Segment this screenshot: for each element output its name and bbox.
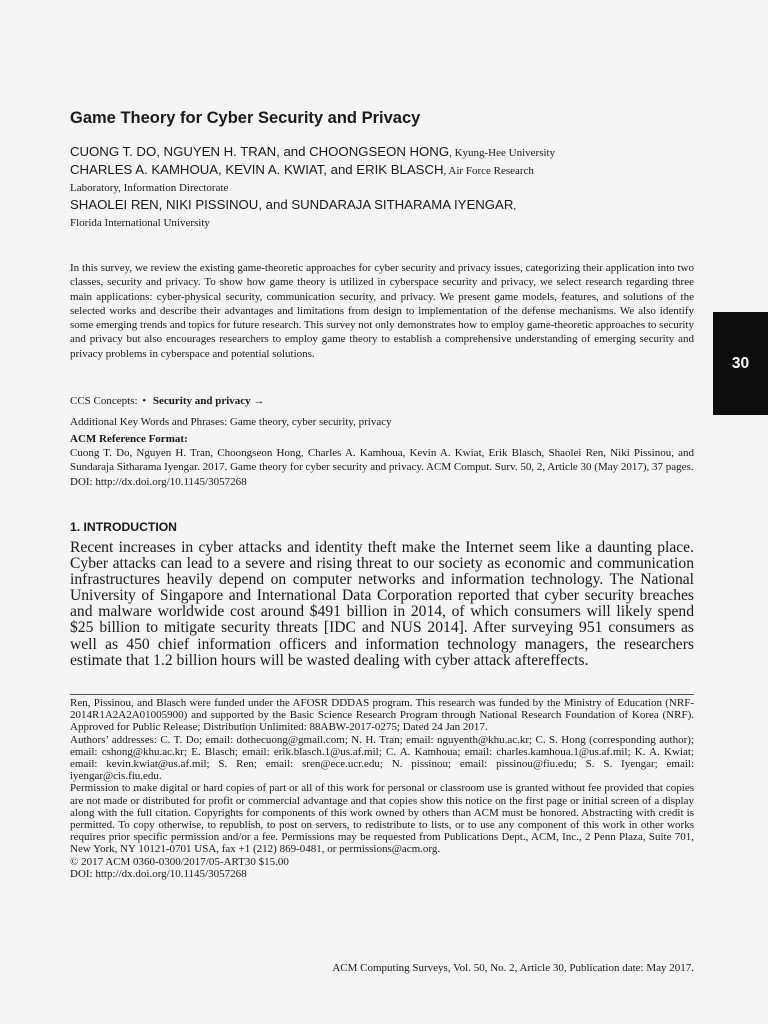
acm-reference-doi: DOI: http://dx.doi.org/10.1145/3057268 [70,475,247,488]
author-affiliation: , Kyung-Hee University [449,147,556,159]
bullet-icon: • [142,395,147,407]
author-block [70,144,694,232]
running-footer: ACM Computing Surveys, Vol. 50, No. 2, Article 30, Publication date: May 2017. [332,962,694,974]
author-names: SHAOLEI REN, NIKI PISSINOU, and SUNDARAJA SITHARAMA IYENGAR [70,196,514,212]
acm-reference-text: Cuong T. Do, Nguyen H. Tran, Choongseon Hong, Charles A. Kamhoua, Kevin A. Kwiat, Erik Blasch, Shaolei Ren, Niki Pissinou, and Sundaraja Sitharama Iyengar. 2017. Game theory for cyber security and privacy. ACM Comput. Surv. 50, 2, Article 30 (May 2017), 37 pages. [70,447,694,474]
keywords: Additional Key Words and Phrases: Game theory, cyber security, privacy [70,416,392,428]
acm-reference-heading: ACM Reference Format: [70,433,188,445]
author-affiliation: Laboratory, Information Directorate [70,182,229,194]
footnote-permission: Permission to make digital or hard copies of part or all of this work for personal or classroom use is granted without fee provided that copies are not made or distributed for profit or commercial advantage and that copies show this notice on the first page or initial screen of a display along with the full citation. Copyrights for components of this work owned by others than ACM must be honored. Abstracting with credit is permitted. To copy otherwise, to republish, to post on servers, to redistribute to lists, or to use any component of this work in other works requires prior specific permission and/or a fee. Permissions may be requested from Publications Dept., ACM, Inc., 2 Penn Plaza, Suite 701, New York, NY 10121-0701 USA, fax +1 (212) 869-0481, or permissions@acm.org. [70,782,694,856]
author-line [70,179,694,197]
author-affiliation: , Air Force Research [443,164,534,177]
author-line [70,197,694,215]
paper-title: Game Theory for Cyber Security and Privacy [70,109,421,127]
author-line [70,162,694,180]
author-names: CUONG T. DO, NGUYEN H. TRAN, and CHOONGSEON HONG [70,144,450,159]
author-affiliation: Florida International University [70,217,210,229]
ccs-label: CCS Concepts: [70,395,138,407]
article-number: 30 [731,354,750,372]
acm-reference [70,446,694,489]
footnote-copyright: © 2017 ACM 0360-0300/2017/05-ART30 $15.00 [70,855,289,868]
author-line [70,214,694,232]
section-heading: 1. INTRODUCTION [70,520,177,534]
intro-paragraph: Recent increases in cyber attacks and identity theft make the Internet seem like a daunting place. Cyber attacks can lead to a severe and rising threat to our society as economic and communication infrastructures heavily depend on computer networks and information technology. The National University of Singapore and International Data Corporation reported that cyber security breaches and malware worldwide cost around $491 billion in 2014, of which consumers will likely spend $25 billion to mitigate security threats [IDC and NUS 2014]. After surveying 951 consumers as well as 450 chief information officers and information technology managers, the researchers estimate that 1.2 billion hours will be wasted dealing with cyber attack aftereffects. [70,539,694,669]
footnote-doi: DOI: http://dx.doi.org/10.1145/3057268 [70,867,247,880]
footnote-addresses: Authors’ addresses: C. T. Do; email: dothecuong@gmail.com; N. H. Tran; email: nguyenth@khu.ac.kr; C. S. Hong (corresponding author); email: cshong@khu.ac.kr; E. Blasch; email: erik.blasch.1@us.af.mil; C. A. Kamhoua; email: charles.kamhoua.1@us.af.mil; K. A. Kwiat; email: kevin.kwiat@us.af.mil; S. Ren; email: sren@ece.ucr.edu; N. pissinou; email: pissinou@fiu.edu; S. S. Iyengar; email: iyengar@cis.fiu.edu. [70,733,694,783]
article-number-tab [713,312,768,415]
ccs-concept: Security and privacy [152,395,251,407]
footnote-block [70,697,694,880]
footnote-funding: Ren, Pissinou, and Blasch were funded under the AFOSR DDDAS program. This research was funded by the Ministry of Education (NRF-2014R1A2A2A01005900) and supported by the Basic Science Research Program through National Research Foundation of Korea (NRF). Approved for Public Release; Distribution Unlimited: 88ABW-2017-0275; Dated 24 Jan 2017. [70,697,694,734]
ccs-concepts [70,394,694,408]
footnote-divider [70,694,694,695]
abstract: In this survey, we review the existing game-theoretic approaches for cyber security and privacy issues, categorizing their application into two classes, security and privacy. To show how game theory is utilized in cyberspace security and privacy, we select research regarding three main applications: cyber-physical security, communication security, and privacy. We present game models, features, and solutions of the selected works and describe their advantages and limitations from design to implementation of the defense mechanisms. We also identify some emerging trends and topics for future research. This survey not only demonstrates how to employ game-theoretic approaches to security and privacy but also encourages researchers to employ game theory to establish a comprehensive understanding of emerging security and privacy problems in cyberspace and potential solutions. [70,262,694,360]
arrow-right-icon: → [253,395,265,407]
author-affiliation: , [513,199,517,212]
author-line [70,144,694,162]
author-names: CHARLES A. KAMHOUA, KEVIN A. KWIAT, and ERIK BLASCH [70,161,444,177]
